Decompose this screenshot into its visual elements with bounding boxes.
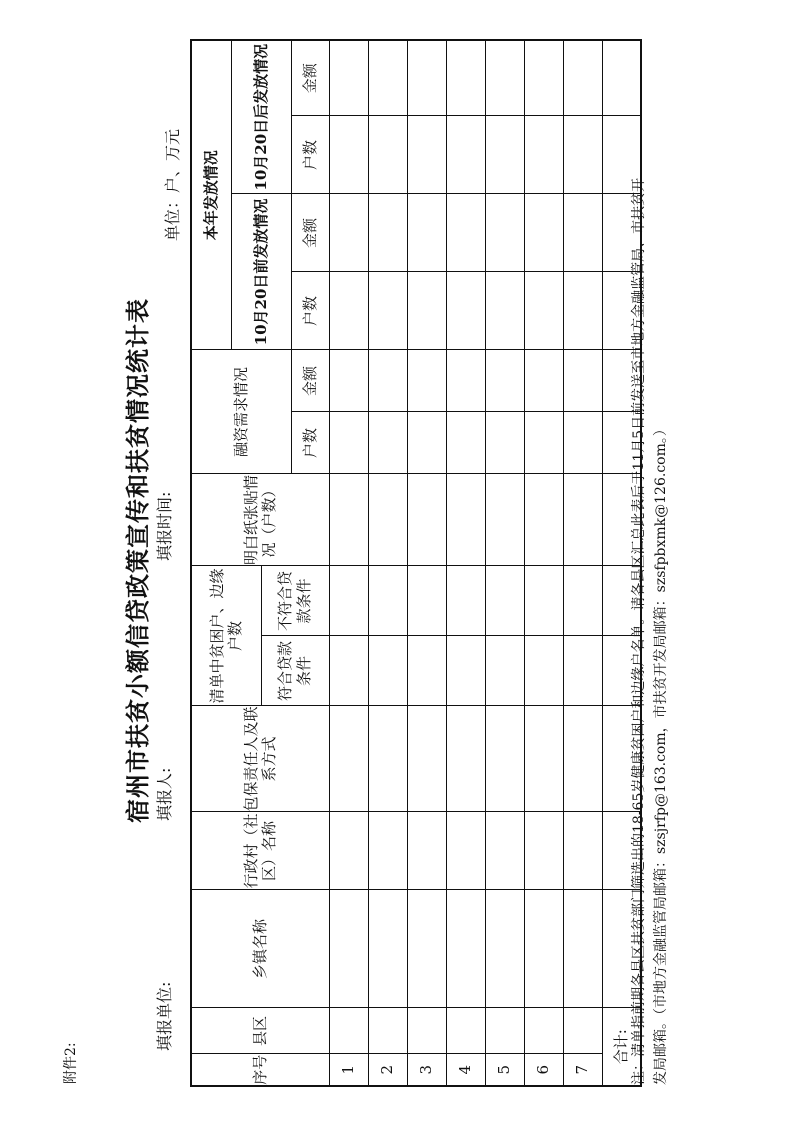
- header-posted: 明白纸张贴情况（户数）: [191, 474, 329, 566]
- header-town: 乡镇名称: [191, 890, 329, 1008]
- table-cell[interactable]: [485, 116, 524, 194]
- table-cell[interactable]: [524, 412, 563, 474]
- table-cell[interactable]: [329, 412, 368, 474]
- header-before-amount: 金额: [291, 194, 329, 272]
- table-cell[interactable]: [485, 194, 524, 272]
- header-before-group: 10月20日前发放情况: [231, 194, 291, 350]
- header-eligible: 符合贷款条件: [261, 636, 329, 706]
- table-cell[interactable]: [407, 194, 446, 272]
- table-cell[interactable]: [368, 566, 407, 636]
- table-cell[interactable]: [329, 812, 368, 890]
- table-row: [485, 40, 524, 1086]
- table-cell[interactable]: [368, 412, 407, 474]
- table-cell[interactable]: [485, 272, 524, 350]
- table-cell[interactable]: [524, 636, 563, 706]
- header-finance-amount: 金额: [291, 350, 329, 412]
- attachment-label: 附件2:: [63, 1042, 79, 1084]
- table-cell[interactable]: [368, 116, 407, 194]
- unit-label: 单位：户、万元: [163, 128, 182, 241]
- table-cell[interactable]: [524, 706, 563, 812]
- table-cell[interactable]: [407, 890, 446, 1008]
- table-cell[interactable]: [485, 474, 524, 566]
- header-after-households: 户数: [291, 116, 329, 194]
- table-cell[interactable]: [407, 706, 446, 812]
- table-row: [329, 40, 368, 1086]
- table-cell[interactable]: [446, 1008, 485, 1054]
- table-cell[interactable]: [563, 812, 602, 890]
- table-row: [368, 40, 407, 1086]
- table-cell[interactable]: [446, 566, 485, 636]
- table-cell[interactable]: [407, 272, 446, 350]
- header-after-amount: 金额: [291, 40, 329, 116]
- header-before-households: 户数: [291, 272, 329, 350]
- table-body: [329, 40, 641, 1086]
- header-ineligible: 不符合贷款条件: [261, 566, 329, 636]
- table-cell[interactable]: [329, 890, 368, 1008]
- table-row: [407, 40, 446, 1086]
- table-cell[interactable]: [329, 194, 368, 272]
- row-seq: 2: [368, 1054, 407, 1086]
- table-cell[interactable]: [407, 566, 446, 636]
- table-row: [563, 40, 602, 1086]
- table-cell[interactable]: [329, 474, 368, 566]
- header-village: 行政村（社区）名称: [191, 812, 329, 890]
- table-cell[interactable]: [524, 194, 563, 272]
- table-cell[interactable]: [485, 566, 524, 636]
- table-cell[interactable]: [368, 812, 407, 890]
- filler-label: 填报人:: [155, 767, 174, 821]
- table-cell[interactable]: [524, 474, 563, 566]
- footnote: [628, 45, 673, 1085]
- page-title: 宿州市扶贫小额信贷政策宣传和扶贫情况统计表: [123, 298, 152, 823]
- table-cell[interactable]: [485, 890, 524, 1008]
- table-cell[interactable]: [524, 116, 563, 194]
- table-cell[interactable]: [524, 566, 563, 636]
- table-cell[interactable]: [485, 812, 524, 890]
- header-county: 县区: [191, 1008, 329, 1054]
- footnote-line-2: 发局邮箱。（市地方金融监管局邮箱：szsjrfp@163.com，市扶贫开发局邮箱：szsfpbxmk@126.com。）: [653, 422, 670, 1085]
- table-cell[interactable]: [368, 40, 407, 116]
- total-label: 合计:: [602, 1008, 641, 1086]
- table-cell[interactable]: [368, 636, 407, 706]
- table-cell[interactable]: [446, 194, 485, 272]
- table-cell[interactable]: [485, 412, 524, 474]
- table-cell[interactable]: [407, 350, 446, 412]
- table-cell[interactable]: [485, 350, 524, 412]
- table-cell[interactable]: [368, 890, 407, 1008]
- table-cell[interactable]: [446, 412, 485, 474]
- table-cell[interactable]: [524, 350, 563, 412]
- table-cell[interactable]: [446, 350, 485, 412]
- fill-time-label: 填报时间:: [155, 491, 174, 561]
- table-cell[interactable]: [368, 706, 407, 812]
- row-seq: 3: [407, 1054, 446, 1086]
- row-seq: 6: [524, 1054, 563, 1086]
- table-cell[interactable]: [446, 116, 485, 194]
- header-after-group: 10月20日后发放情况: [231, 40, 291, 194]
- table-cell[interactable]: [563, 412, 602, 474]
- table-cell[interactable]: [446, 890, 485, 1008]
- table-cell[interactable]: [524, 1008, 563, 1054]
- table-cell[interactable]: [446, 474, 485, 566]
- statistics-table: [190, 39, 642, 1087]
- table-cell[interactable]: [524, 812, 563, 890]
- table-cell[interactable]: [329, 1008, 368, 1054]
- footnote-line-1: 注：清单指前期各县区扶贫部门筛选出的18-65岁健康贫困户和边缘户名单。请各县区汇总此表后于11月5日前发送至市地方金融监管局、市扶贫开: [631, 177, 647, 1085]
- header-list-group: 清单中贫困户、边缘户数: [191, 566, 261, 706]
- table-cell[interactable]: [407, 812, 446, 890]
- table-cell[interactable]: [407, 116, 446, 194]
- table-cell[interactable]: [563, 1008, 602, 1054]
- table-cell[interactable]: [329, 116, 368, 194]
- table-cell[interactable]: [563, 890, 602, 1008]
- row-seq: 1: [329, 1054, 368, 1086]
- header-issue-group: 本年发放情况: [191, 40, 231, 350]
- table-cell[interactable]: [485, 706, 524, 812]
- table-cell[interactable]: [563, 566, 602, 636]
- table-cell[interactable]: [368, 474, 407, 566]
- table-row: [524, 40, 563, 1086]
- table-cell[interactable]: [407, 1008, 446, 1054]
- table-cell[interactable]: [446, 706, 485, 812]
- table-cell[interactable]: [407, 412, 446, 474]
- table-cell[interactable]: [407, 40, 446, 116]
- table-cell[interactable]: [368, 272, 407, 350]
- row-seq: 4: [446, 1054, 485, 1086]
- table-cell[interactable]: [563, 706, 602, 812]
- row-seq: 7: [563, 1054, 602, 1086]
- table-cell[interactable]: [407, 636, 446, 706]
- table-cell[interactable]: [446, 636, 485, 706]
- table-cell[interactable]: [563, 350, 602, 412]
- table-cell[interactable]: [563, 636, 602, 706]
- table-cell[interactable]: [329, 272, 368, 350]
- header-seq: 序号: [191, 1054, 329, 1086]
- header-finance-households: 户数: [291, 412, 329, 474]
- fill-unit-label: 填报单位:: [155, 981, 174, 1051]
- table-cell[interactable]: [524, 890, 563, 1008]
- table-cell[interactable]: [563, 474, 602, 566]
- table-cell[interactable]: [368, 1008, 407, 1054]
- table-cell[interactable]: [446, 272, 485, 350]
- table-cell[interactable]: [563, 40, 602, 116]
- table-cell[interactable]: [329, 40, 368, 116]
- table-cell[interactable]: [524, 40, 563, 116]
- table-cell[interactable]: [368, 350, 407, 412]
- table-cell[interactable]: [563, 116, 602, 194]
- table-cell[interactable]: [485, 636, 524, 706]
- table-cell[interactable]: [407, 474, 446, 566]
- header-responsible: 包保责任人及联系方式: [191, 706, 329, 812]
- table-cell[interactable]: [329, 350, 368, 412]
- table-cell[interactable]: [446, 40, 485, 116]
- table-cell[interactable]: [485, 40, 524, 116]
- table-cell[interactable]: [524, 272, 563, 350]
- table-row: [446, 40, 485, 1086]
- table-cell[interactable]: [446, 812, 485, 890]
- table-cell[interactable]: [485, 1008, 524, 1054]
- table-cell[interactable]: [368, 194, 407, 272]
- table-cell[interactable]: [563, 272, 602, 350]
- table-cell[interactable]: [329, 636, 368, 706]
- table-cell[interactable]: [329, 706, 368, 812]
- table-cell[interactable]: [329, 566, 368, 636]
- table-cell[interactable]: [563, 194, 602, 272]
- header-finance-group: 融资需求情况: [191, 350, 291, 474]
- row-seq: 5: [485, 1054, 524, 1086]
